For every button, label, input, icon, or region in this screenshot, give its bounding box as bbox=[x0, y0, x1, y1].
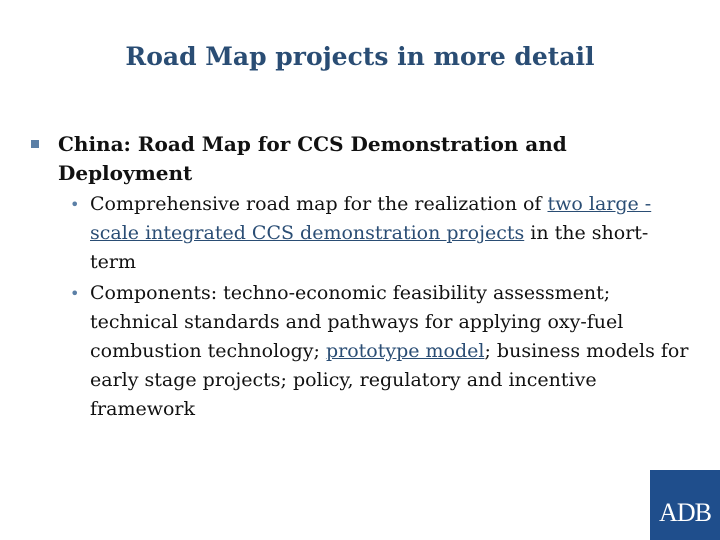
sub-bullet-text: in the short-term bbox=[90, 222, 649, 273]
adb-logo bbox=[650, 470, 720, 540]
demonstration-projects-link[interactable]: two large -scale integrated CCS demonstration projects bbox=[90, 193, 652, 244]
main-bullet bbox=[30, 130, 690, 188]
slide-content bbox=[30, 130, 690, 424]
prototype-model-link[interactable]: prototype model bbox=[325, 340, 485, 362]
sub-bullet-roadmap bbox=[30, 190, 690, 277]
square-bullet-icon bbox=[31, 140, 39, 148]
main-bullet-text: China: Road Map for CCS Demonstration and Deployment bbox=[58, 132, 567, 185]
dot-bullet-icon: • bbox=[70, 284, 80, 303]
sub-bullet-text: Comprehensive road map for the realization of bbox=[90, 193, 548, 215]
slide-title: Road Map projects in more detail bbox=[125, 42, 595, 71]
logo-text: ADB bbox=[659, 498, 711, 527]
sub-bullet-text: Components: techno-economic feasibility assessment; technical standards and pathways for applying oxy-fuel combustion technology; bbox=[90, 282, 624, 362]
sub-bullet-text: ; business models for early stage projects; policy, regulatory and incentive framework bbox=[90, 340, 689, 420]
dot-bullet-icon: • bbox=[70, 195, 80, 214]
sub-bullet-components bbox=[30, 279, 690, 424]
